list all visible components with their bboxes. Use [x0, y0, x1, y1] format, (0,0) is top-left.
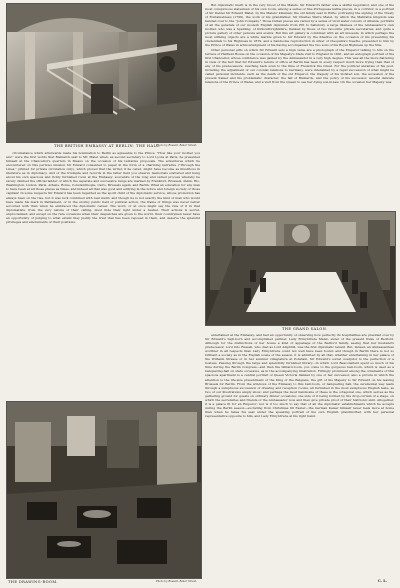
paragraph: But diplomatic merit is in the very blood of the Malets. Sir Edward's father was a skilful negotiator, and one of the most conspicuous statesmen of his own room, among a series of fine Portuguese battle-pieces, in a corridor, is a portrait of Sir Daniel Sir Edward Malet, by the Malets' kinsman; the old family seat in Wilts; portraying the signing of the Treaty of Fontainebleau (1796), the work of his grandfather, Sir Charles Warre Malet, by which the Mahratta kingdom was handed over to the "John Company." Those Indian pieces are varied by a series of vivid water colours of Albania, portraits of all the generals of our modern English diplomats from Pitt to Salisbury, a large likeness of the Ambassador's own mother, who was a Spalding, of Kirkcudbrightshire, flanked by those of two favourite private secretaries; and quite a picture gallery of other persons and events. But this art gallery is combined with an art museum, in which perhaps the most striking objects are a white marble given to Sir Edward by the Khedive on the occasion of his presenting his credentials to his Highness in 1879, and a handsome reproduction in silver of Cleopatra's Needle, presented to him by the Prince of Wales in acknowledgment of his having accompanied the two sons of his Royal Highness up the Nile. — [205, 3, 394, 48]
hall-credit: Photo by Russell, Baker Street. — [156, 144, 198, 147]
ballroom-photograph-image — [206, 212, 395, 325]
hall-caption: THE BRITISH EMBASSY AT BERLIN: THE HALL. — [54, 144, 161, 148]
left-column-middle — [6, 151, 200, 396]
ballroom-photograph — [205, 211, 396, 326]
magazine-page — [6, 3, 394, 585]
paragraph: entertained at the Embassy; and had an opportunity of observing how perfectly its hospitalities are presided over by Sir Edward's high-born and accomplished partner, Lady Ermyntrude Malet, sister of the present Duke of Bedford. Although for the distinctions of her house a kind of appanage of the Bedford family, seeing that her husband's predecessor, Lord Odo Russell, who died as Lord Ampthill, was the first diplomatic tenant. But, indeed, an Ambassadress worthier in all respects than Lady Ermyntrude could not well have been found; and though in Berlin there is not so brilliant a society as in the English scene of the season, it is admitted by all that, whether entertaining in her palace of the Wilhelm Strasse or in her summer villegiatura at Potsdam, Sir Edward's social coadjutor is the perfection of a hostess. Passing through the large and splendidly furnished library—in which Lord Beaconsfield spent so much of his time during the Berlin Congress—and then the billiard-room, you come to the gorgeous ball-room, which is used as a banqueting-hall on state occasions, as in the accompanying illustration. Fittingly prominent among the ornaments of this spacious apartment is a central portrait of Queen Victoria flanked by one of her successor, also a picture in which the attention is the life-size presentment of the King of the Belgians, the gift of his Majesty to Sir Edward on his leaving Brussels for Berlin. From the windows of the Embassy to this ball-room, or banqueting hall, the ceremonial way leads through a sumptuous succession of drawing and reception rooms, all furnished in the most sumptuous English taste, as two of our illustrations amply show; and perhaps the most handsome of these is the octagonal one, which serves as the gathering ground for guests on ordinary dinner occasions; one side of it being formed by the drop-curtain of a stage, on which the secretaries and friends of the Ambassador now and then give private proof of their histrionic skill. Altogether, it is a palace fit for an Emperor; nor is it too much to say that of all the diplomatic establishments which he accepts during the Berlin season—excluding from Christmas till Easter—the German Kaiser himself never feels more at home than when he takes his seat under the speaking portrait of his own English grandmother, with her personal representative opposite to him, and Lady Ermyntrude at his right hand. — [205, 333, 394, 418]
right-column-top — [205, 3, 394, 207]
hall-photograph-image — [7, 4, 201, 142]
ballroom-caption: THE GRAND SALON. — [282, 327, 328, 331]
drawing-room-caption: THE DRAWING-ROOM. — [8, 580, 58, 584]
drawing-room-photograph-image — [7, 402, 201, 578]
paragraph: Other personal gifts on which Sir Edward sets a high value are a photograph of the Emperor talking to him on the terrace of Hatfield House on the occasion of his Majesty's State visit to England in 1891, and an autograph portrait of the first Chancellor, whose confidence was gained by the Ambassador in a very high degree. This was all the more flattering in view of the fact that Sir Edward's tenure of office at Berlin has been in every respect much more trying than that of any of his predecessors, reaching back even to the time of Frederick the Great. For the political anxieties of his post, including the adjustment of our colonial relations to Germany, were intensified by a rapid succession of what might be called personal incidents, such as the death of the old Emperor, the tragedy of his ill-fated son, the accession of the present Kaiser and his problematic character, the fall of Bismarck, and the policy of his successor, several delicate missions of the Prince of Wales, and a visit from the Queen to see her dying son-in-law. On the occasion her Majesty was — [205, 47, 394, 84]
drawing-room-photograph — [6, 401, 202, 579]
hall-photograph — [6, 3, 202, 143]
paragraph: circumstance which afterwards made his nomination to Berlin as agreeable to the Prince. "How like your mother you are!" were the first words that Bismarck said to Mr. Malet when, as second secretary to Lord Lyons at Paris, he presented himself at the Chancellor's quarters in Meaux on the occasion of his tentative proposals. The adventures which he encountered on this perilous mission Sir Edward consented to paper in the form of a charming narrative ("Through the Lines," printed for private circulation only), which proved that the writer, if he cared, might have become as illustrious in literature as in diplomacy. And of the triumphs and records in the latter field you observe memorials scattered and hung about his own spacious and richly furnished room at the Embassy: souvenirs of the long and varied process whereby he slowly climbed the official ladder of which the separate and successive rungs are marked by Frankfort, Brussels, Pekin, Rio, Washington, Lisbon, Paris, Athens, Rome, Constantinople, Cairo, Brussels again, and Berlin. What an education for any man to have been at all those places as times, and indeed all that was good and edifying in the notice and foreign society of those capitals! In some respects Sir Edward has been regarded as the spoilt child of the diplomatic service, whose promotion has always been on the rise, but it was luck combined with real merit; and though he is not exactly the kind of man who would have made his mark in Parliament, or in the stormy public field of political action, the frame of things was never better accorded with than when he embraced the diplomatic career. The word, or at once might say the rule of it in that diplomatists, from the very nature of their calling, must hide their light under a bushel. Their actions is secret, unproclaimed; and except on the rare occasions when their despatches are given to the world, their countrymen never have an opportunity of judging to what extent they justify the trust that has been reposed in them, and deserve the splendid privileges and emoluments of their positions. — [6, 151, 200, 224]
drawing-room-credit: Photo by Russell, Baker Street. — [156, 580, 198, 583]
right-column-bottom — [205, 333, 394, 577]
author-signature: C. L. — [378, 579, 388, 583]
